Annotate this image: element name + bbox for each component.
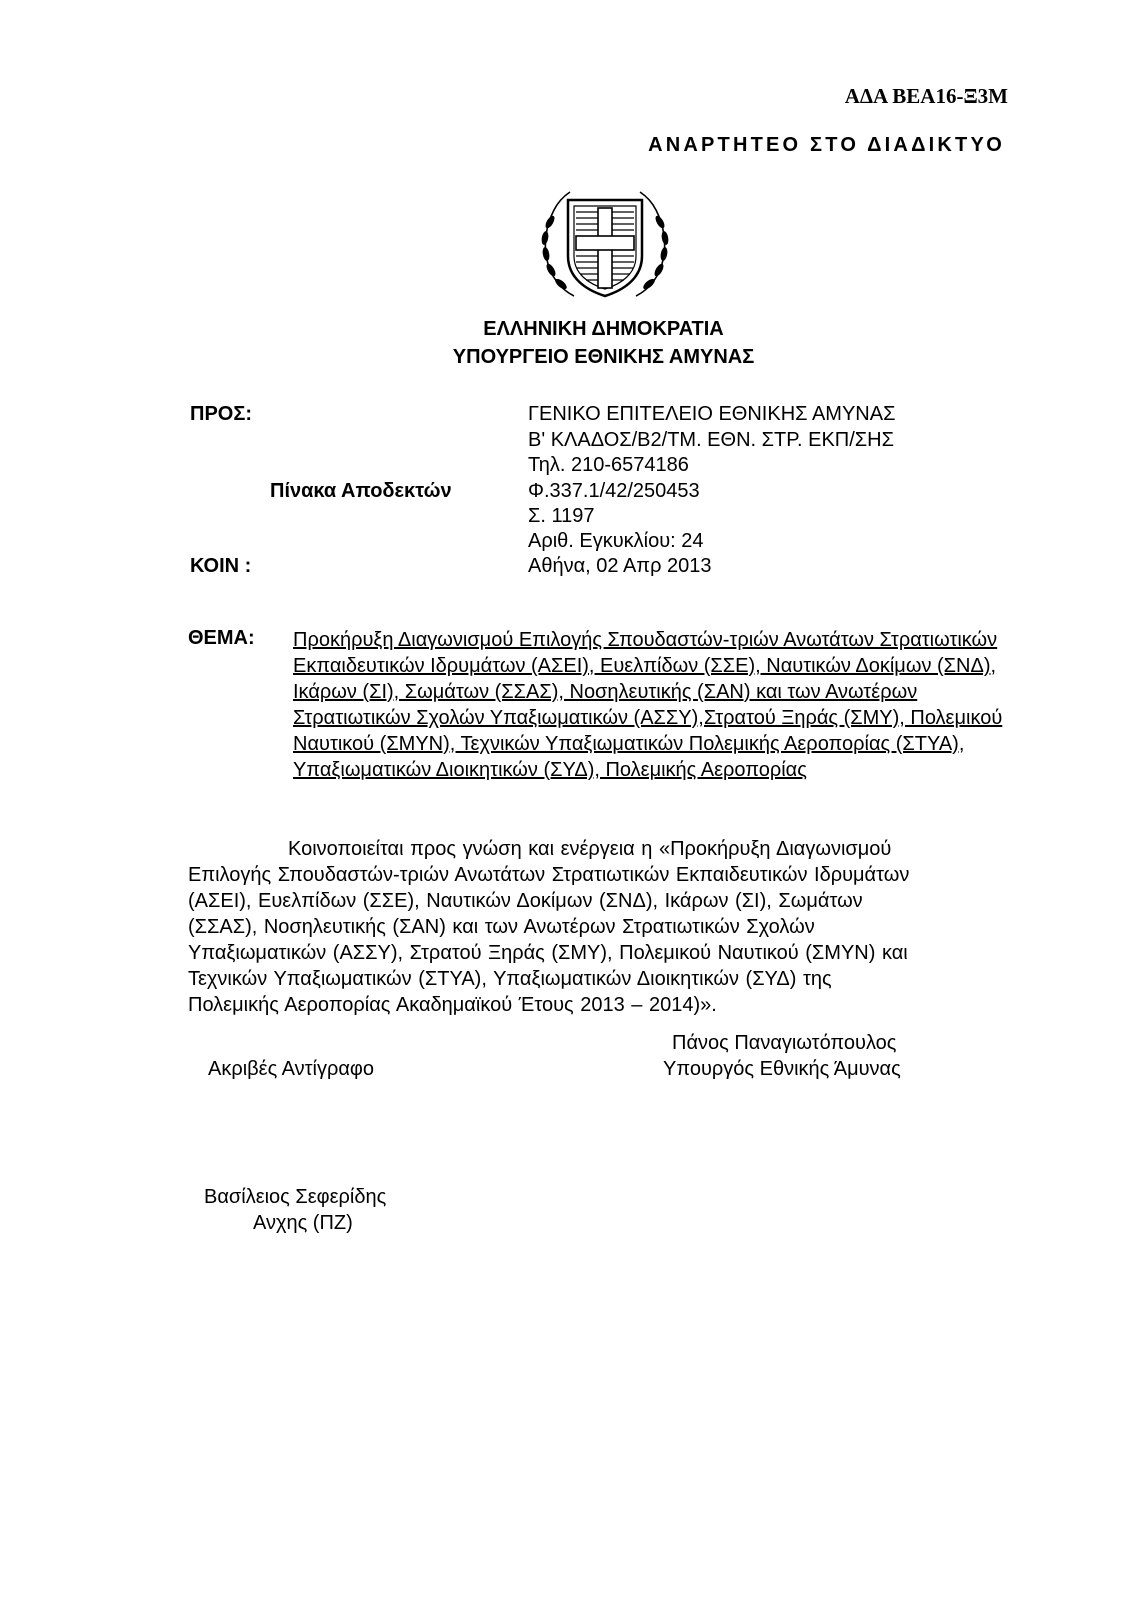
- subject-text: Προκήρυξη Διαγωνισμού Επιλογής Σπουδαστών-τριών Ανωτάτων Στρατιωτικών Εκπαιδευτικών Ιδρυμάτων (ΑΣΕΙ), Ευελπίδων (ΣΣΕ), Ναυτικών Δοκίμων (ΣΝΔ), Ικάρων (ΣΙ), Σωμάτων (ΣΣΑΣ), Νοσηλευτικής (ΣΑΝ) και των Ανωτέρων Στρατιωτικών Σχολών Υπαξιωματικών (ΑΣΣΥ),Στρατού Ξηράς (ΣΜΥ), Πολεμικού Ναυτικού (ΣΜΥΝ), Τεχνικών Υπαξιωματικών Πολεμικής Αεροπορίας (ΣΤΥΑ), Υπαξιωματικών Διοικητικών (ΣΥΔ), Πολεμικής Αεροπορίας: [293, 629, 1003, 781]
- body-line: Επιλογής Σπουδαστών-τριών Ανωτάτων Στρατιωτικών Εκπαιδευτικών Ιδρυμάτων: [188, 864, 910, 886]
- recipients-label: Πίνακα Αποδεκτών: [270, 480, 452, 502]
- ministry-heading: ΥΠΟΥΡΓΕΙΟ ΕΘΝΙΚΗΣ ΑΜΥΝΑΣ: [452, 346, 755, 368]
- body-paragraph: [188, 836, 1028, 1018]
- file-reference: Φ.337.1/42/250453: [528, 480, 700, 502]
- body-line: Υπαξιωματικών (ΑΣΣΥ), Στρατού Ξηράς (ΣΜΥ), Πολεμικού Ναυτικού (ΣΜΥΝ) και: [188, 942, 908, 964]
- clerk-rank: Ανχης (ΠΖ): [253, 1212, 353, 1234]
- body-line: Κοινοποιείται προς γνώση και ενέργεια η «Προκήρυξη Διαγωνισμού: [288, 838, 892, 860]
- posted-online-notice: ΑΝΑΡΤΗΤΕΟ ΣΤΟ ΔΙΑΔΙΚΤΥΟ: [648, 134, 1005, 156]
- sender-line: ΓΕΝΙΚΟ ΕΠΙΤΕΛΕΙΟ ΕΘΝΙΚΗΣ ΑΜΥΝΑΣ: [528, 403, 896, 425]
- clerk-name: Βασίλειος Σεφερίδης: [204, 1186, 387, 1208]
- sender-line: Τηλ. 210-6574186: [528, 454, 689, 476]
- body-line: (ΑΣΕΙ), Ευελπίδων (ΣΣΕ), Ναυτικών Δοκίμων (ΣΝΔ), Ικάρων (ΣΙ), Σωμάτων: [188, 890, 863, 912]
- circular-number: Αριθ. Εγκυκλίου: 24: [528, 530, 704, 552]
- ada-code: ΑΔΑ ΒΕΑ16-Ξ3Μ: [844, 84, 1008, 108]
- sender-line: Β' ΚΛΑΔΟΣ/Β2/ΤΜ. ΕΘΝ. ΣΤΡ. ΕΚΠ/ΣΗΣ: [528, 429, 894, 451]
- cc-label: ΚΟΙΝ :: [190, 555, 252, 577]
- republic-heading: ΕΛΛΗΝΙΚΗ ΔΗΜΟΚΡΑΤΙΑ: [483, 318, 724, 340]
- hellenic-coat-of-arms-icon: [536, 186, 674, 304]
- sender-line: Σ. 1197: [528, 505, 595, 527]
- minister-title: Υπουργός Εθνικής Άμυνας: [663, 1058, 901, 1080]
- body-line: Τεχνικών Υπαξιωματικών (ΣΤΥΑ), Υπαξιωματικών Διοικητικών (ΣΥΔ) της: [188, 968, 832, 990]
- true-copy-label: Ακριβές Αντίγραφο: [208, 1058, 375, 1080]
- to-label: ΠΡΟΣ:: [190, 403, 253, 425]
- body-line: (ΣΣΑΣ), Νοσηλευτικής (ΣΑΝ) και των Ανωτέρων Στρατιωτικών Σχολών: [188, 916, 815, 938]
- document-date: Αθήνα, 02 Απρ 2013: [528, 555, 712, 577]
- minister-name: Πάνος Παναγιωτόπουλος: [672, 1032, 897, 1054]
- body-line: Πολεμικής Αεροπορίας Ακαδημαϊκού Έτους 2013 – 2014)».: [188, 994, 717, 1016]
- subject-label: ΘΕΜΑ:: [188, 627, 255, 649]
